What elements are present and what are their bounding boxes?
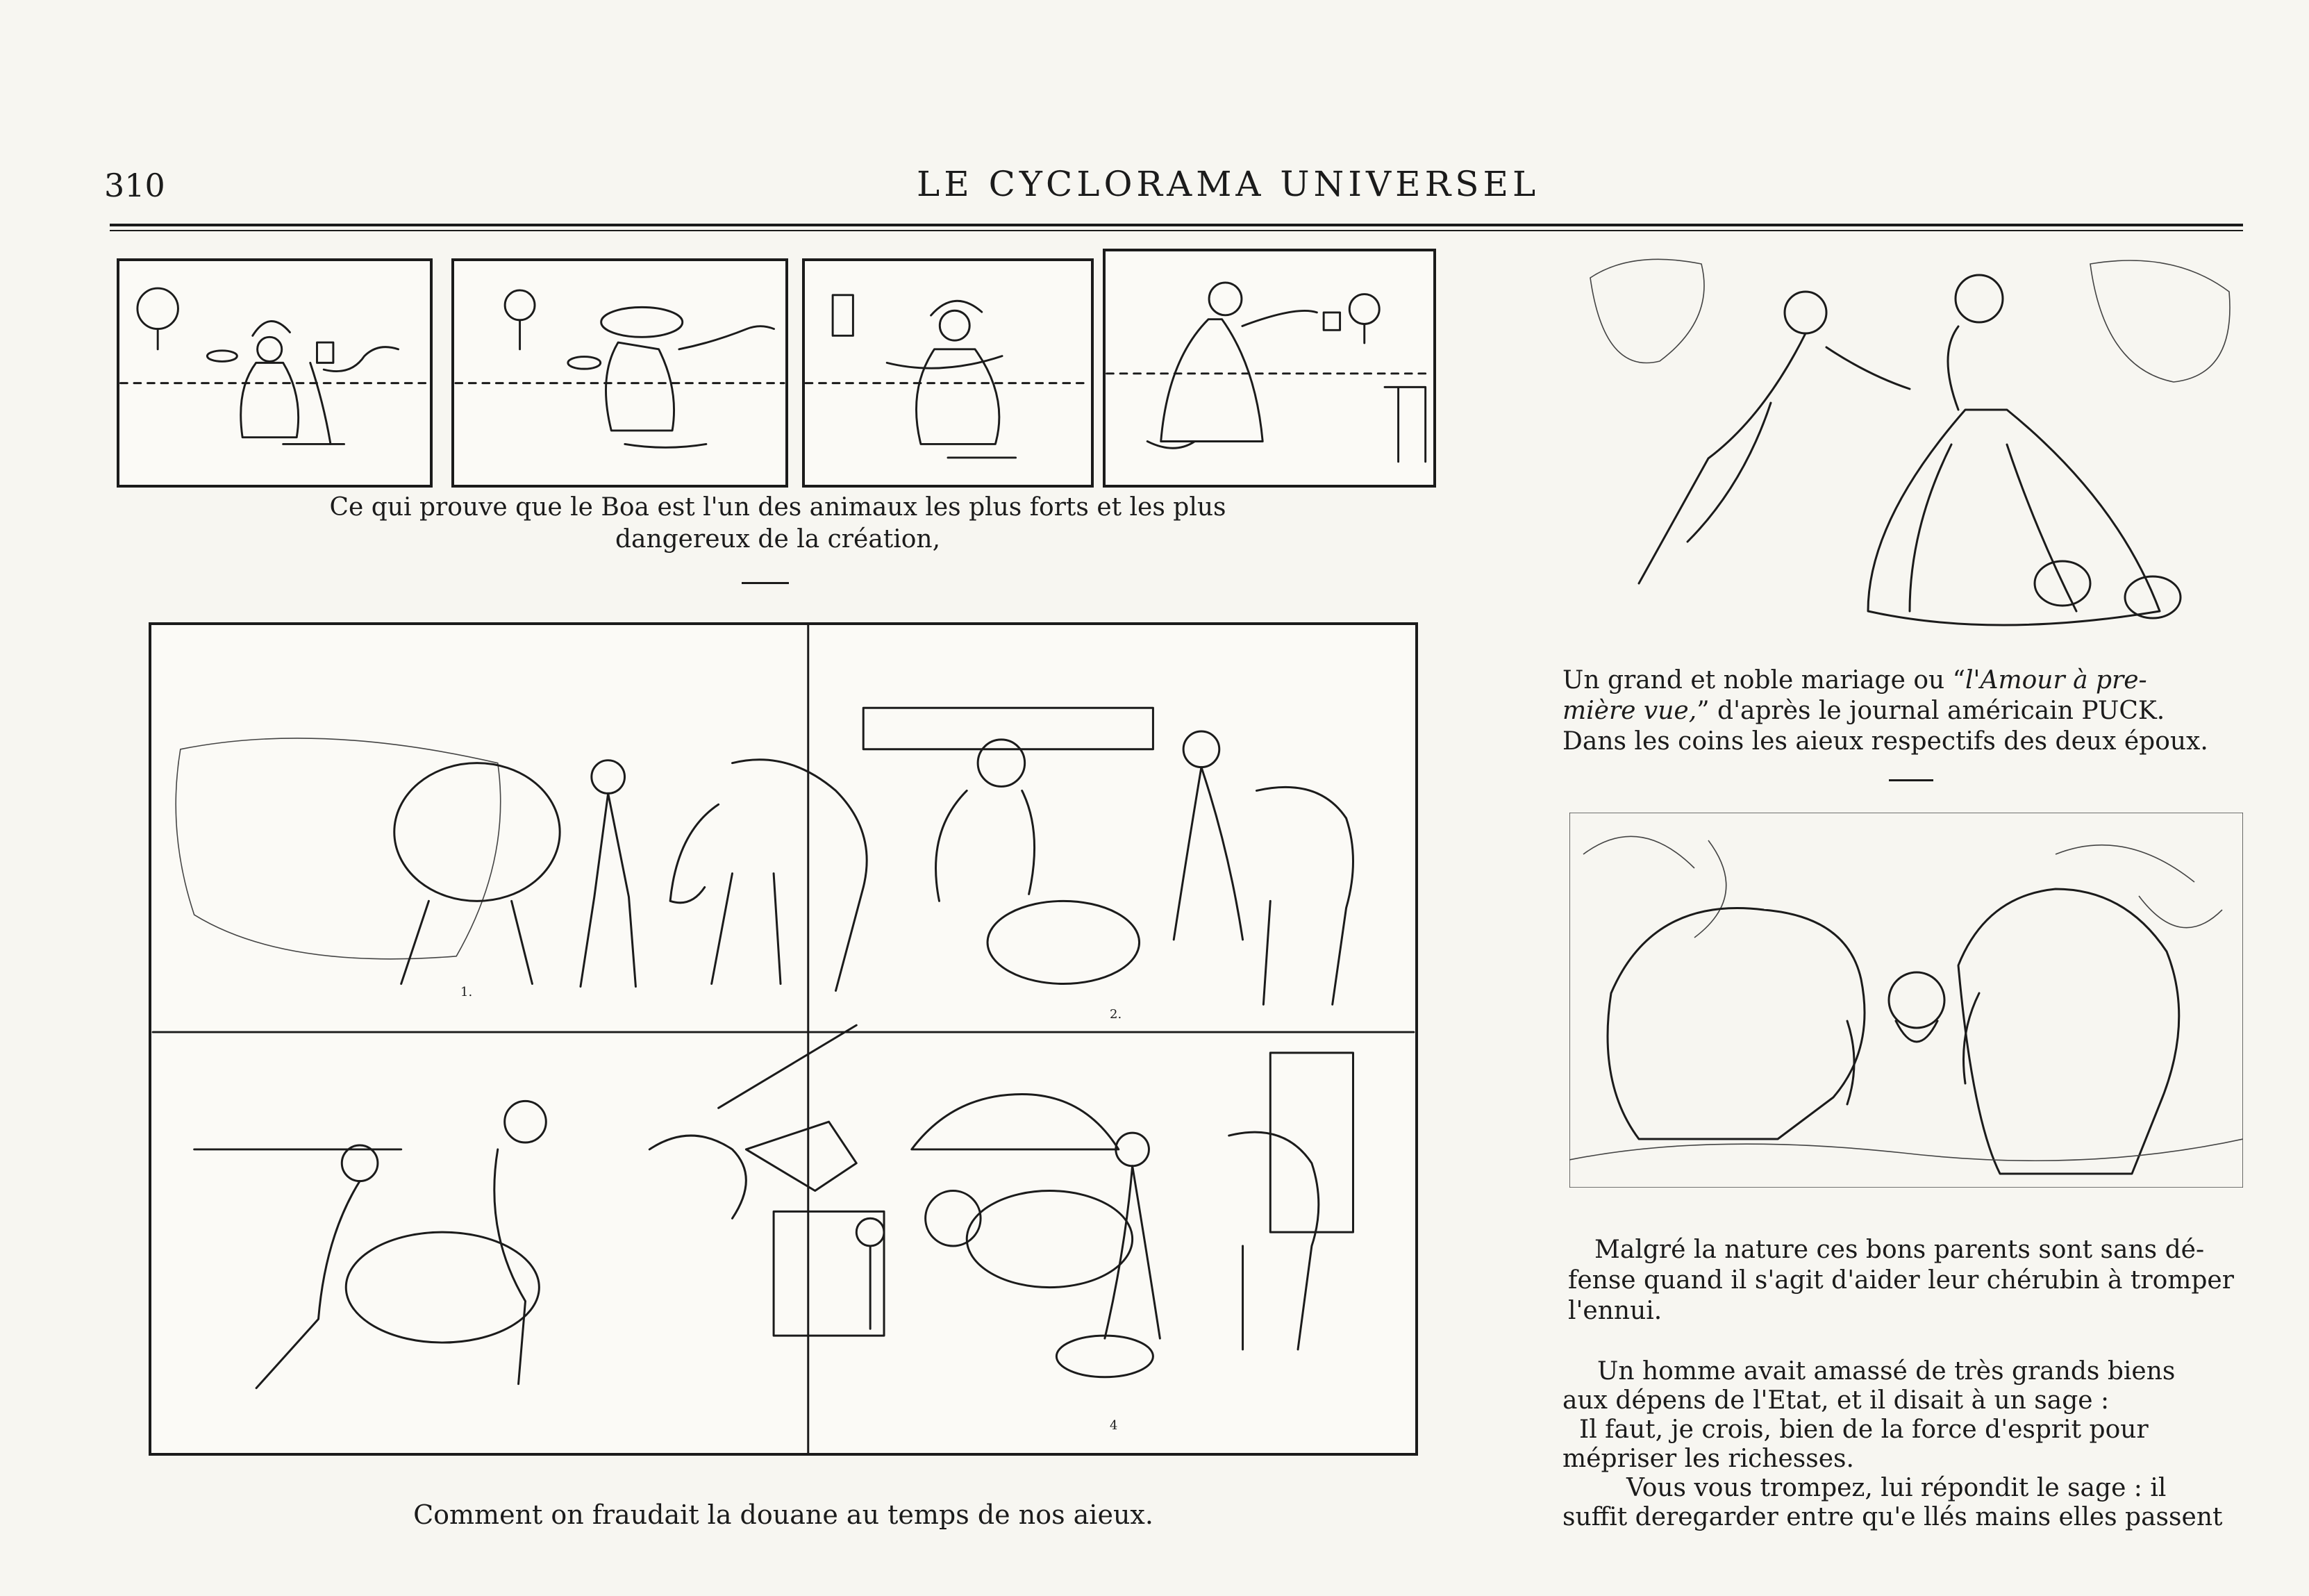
elephants-caption-line-1: Malgré la nature ces bons parents sont sans dé- — [1594, 1236, 2205, 1264]
anecdote-line-5: Vous vous trompez, lui répondit le sage : il — [1626, 1474, 2167, 1502]
boa-illustration-1 — [119, 261, 430, 485]
boa-panel-2 — [451, 258, 788, 488]
boa-illustration-2 — [454, 261, 785, 485]
mariage-caption-part2: ” d'après le journal américain PUCK. — [1697, 697, 2165, 725]
mariage-caption-line-3: Dans les coins les aieux respectifs des deux époux. — [1562, 727, 2208, 756]
boa-caption-line-1: Ce qui prouve que le Boa est l'un des animaux les plus forts et les plus — [329, 493, 1226, 522]
mariage-caption-part1: Un grand et noble mariage ou “ — [1562, 666, 1966, 695]
boa-illustration-4 — [1106, 251, 1433, 485]
elephants-caption-line-2: fense quand il s'agit d'aider leur chérubin à tromper — [1568, 1266, 2234, 1295]
douane-plate — [149, 622, 1418, 1456]
anecdote-line-4: mépriser les richesses. — [1562, 1445, 1854, 1473]
mariage-illustration — [1562, 236, 2250, 639]
boa-panel-3 — [802, 258, 1094, 488]
boa-panel-1 — [117, 258, 433, 488]
anecdote-text — [1562, 1357, 2243, 1532]
boa-section-divider — [742, 582, 789, 584]
douane-caption: Comment on fraudait la douane au temps de nos aieux. — [413, 1499, 1153, 1530]
elephants-caption-line-3: l'ennui. — [1568, 1297, 1662, 1325]
elephants-illustration — [1569, 813, 2243, 1188]
anecdote-line-6: suffit deregarder entre qu'e llés mains elles passent — [1562, 1503, 2223, 1531]
mariage-caption-line-2 — [1562, 696, 2250, 726]
douane-panel-number-1: 1. — [460, 985, 473, 999]
anecdote-line-1: Un homme avait amassé de très grands biens — [1597, 1357, 2176, 1386]
header-rule-bottom — [110, 230, 2243, 231]
elephants-illustration-frame — [1569, 813, 2243, 1188]
elephants-caption — [1568, 1235, 2243, 1327]
mariage-caption — [1562, 665, 2250, 757]
douane-illustration — [151, 625, 1415, 1453]
anecdote-line-2: aux dépens de l'Etat, et il disait à un sage : — [1562, 1386, 2110, 1415]
mariage-illustration-frame — [1562, 236, 2250, 639]
header-rule-top — [110, 224, 2243, 226]
mariage-caption-title-1: l'Amour à pre- — [1965, 666, 2147, 695]
boa-panel-4 — [1103, 249, 1436, 488]
anecdote-line-3: Il faut, je crois, bien de la force d'esprit pour — [1579, 1415, 2149, 1444]
douane-panel-number-4: 4 — [1110, 1418, 1118, 1433]
douane-panel-number-2: 2. — [1110, 1007, 1122, 1022]
boa-illustration-3 — [805, 261, 1091, 485]
page-number: 310 — [104, 167, 165, 204]
mariage-section-divider — [1889, 779, 1933, 781]
running-title: LE CYCLORAMA UNIVERSEL — [917, 164, 1540, 204]
boa-caption — [118, 492, 1437, 556]
mariage-caption-title-2: mière vue, — [1562, 697, 1697, 725]
boa-caption-line-2: dangereux de la création, — [615, 525, 941, 554]
mariage-caption-line-1 — [1562, 665, 2250, 696]
